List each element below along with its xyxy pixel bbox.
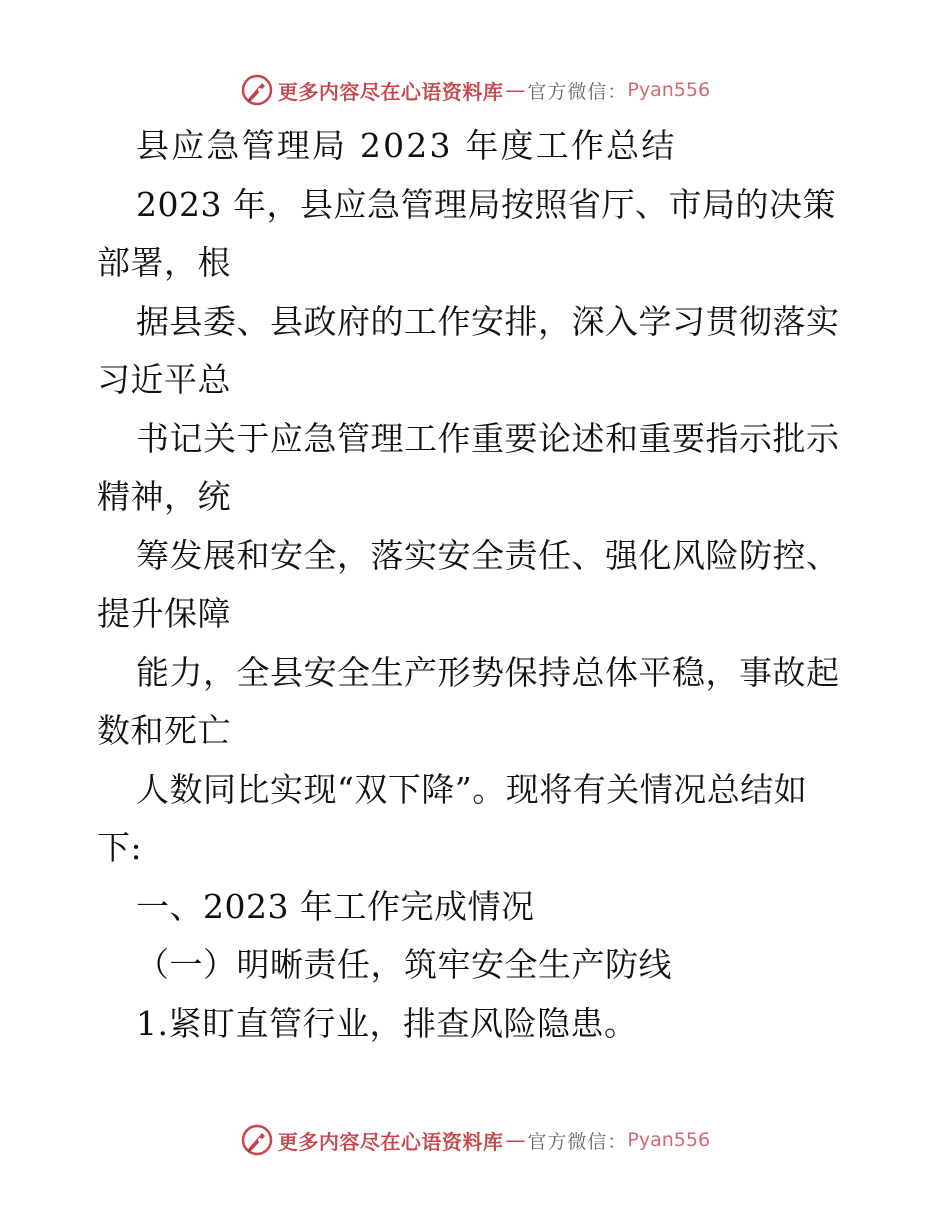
paragraph-line: 下: <box>97 828 143 867</box>
paragraph-line: 精神，统 <box>97 477 231 516</box>
watermark-dash: — <box>505 1128 526 1152</box>
watermark-header <box>0 70 950 110</box>
paragraph-line: 部署，根 <box>97 243 231 282</box>
paragraph-line: 人数同比实现“双下降”。现将有关情况总结如 <box>136 770 808 809</box>
paragraph-line: 据县委、县政府的工作安排，深入学习贯彻落实 <box>136 302 840 341</box>
subsection-heading: （一）明晰责任，筑牢安全生产防线 <box>136 945 672 984</box>
watermark-wechat-id: Pyan556 <box>627 79 711 101</box>
section-heading: 一、2023 年工作完成情况 <box>136 887 535 926</box>
pen-logo-icon <box>240 1123 274 1157</box>
watermark-text: 更多内容尽在心语资料库 <box>277 79 504 104</box>
paragraph-line: 提升保障 <box>97 594 231 633</box>
paragraph-line: 数和死亡 <box>97 711 231 750</box>
paragraph-line: 2023 年，县应急管理局按照省厅、市局的决策 <box>136 185 836 224</box>
document-title: 县应急管理局 2023 年度工作总结 <box>136 126 677 165</box>
paragraph-line: 习近平总 <box>97 360 231 399</box>
paragraph-line: 筹发展和安全，落实安全责任、强化风险防控、 <box>136 536 840 575</box>
watermark-wechat-label: 官方微信： <box>527 1130 628 1153</box>
item-heading: 1.紧盯直管行业，排查风险隐患。 <box>136 1004 638 1043</box>
paragraph-line: 书记关于应急管理工作重要论述和重要指示批示 <box>136 419 840 458</box>
pen-logo-icon <box>240 73 274 107</box>
watermark-footer <box>0 1120 950 1160</box>
paragraph-line: 能力，全县安全生产形势保持总体平稳，事故起 <box>136 653 840 692</box>
watermark-wechat-label: 官方微信： <box>527 80 628 103</box>
watermark-wechat-id: Pyan556 <box>627 1129 711 1151</box>
watermark-dash: — <box>505 78 526 102</box>
watermark-text: 更多内容尽在心语资料库 <box>277 1129 504 1154</box>
